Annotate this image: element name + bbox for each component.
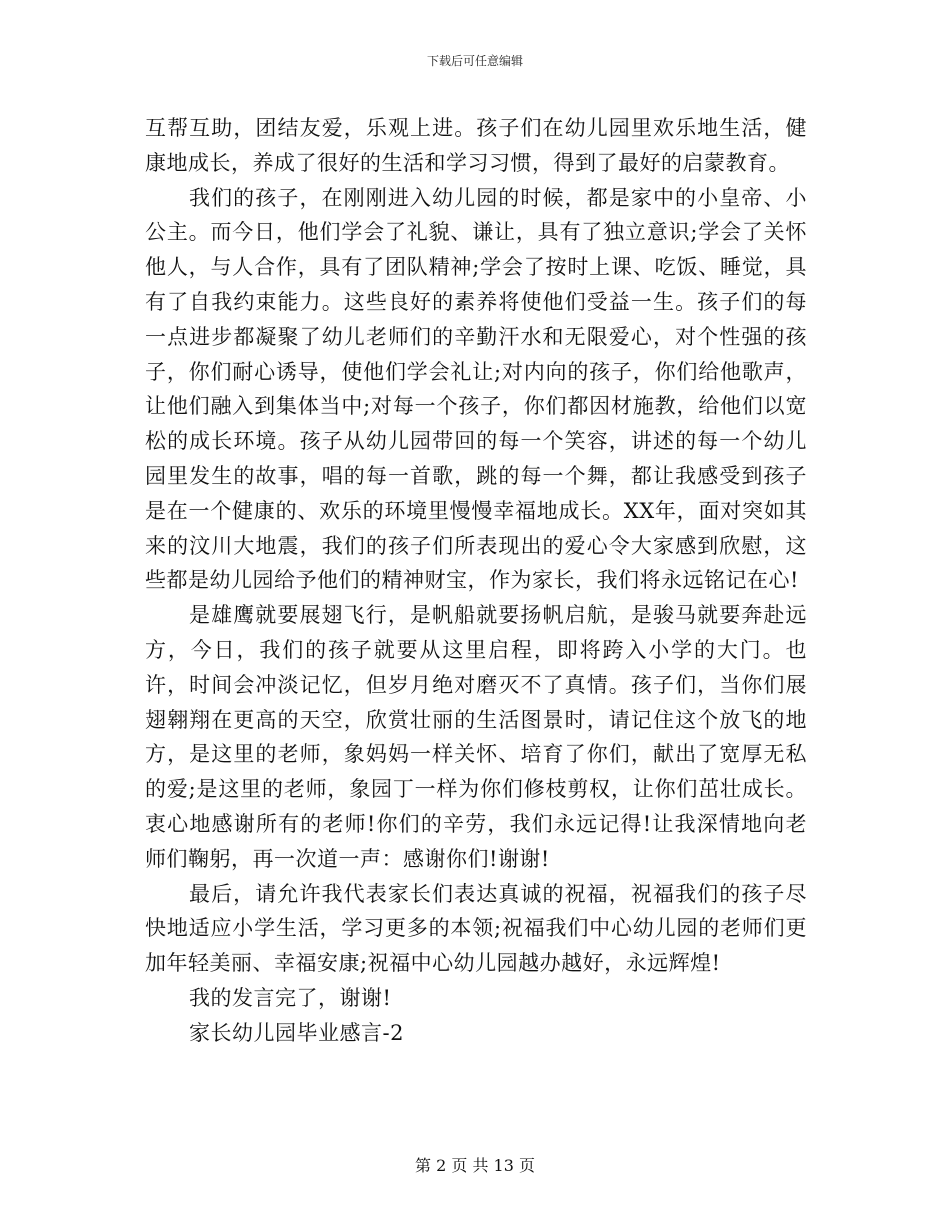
paragraph: 我们的孩子，在刚刚进入幼儿园的时候，都是家中的小皇帝、小公主。而今日，他们学会了礼貌、谦让，具有了独立意识;学会了关怀他人，与人合作，具有了团队精神;学会了按时上课、吃饭、睡觉，具有了自我约束能力。这些良好的素养将使他们受益一生。孩子们的每一点进步都凝聚了幼儿老师们的辛勤汗水和无限爱心，对个性强的孩子，你们耐心诱导，使他们学会礼让;对内向的孩子，你们给他歌声，让他们融入到集体当中;对每一个孩子，你们都因材施教，给他们以宽松的成长环境。孩子从幼儿园带回的每一个笑容，讲述的每一个幼儿园里发生的故事，唱的每一首歌，跳的每一个舞，都让我感受到孩子是在一个健康的、欢乐的环境里慢慢幸福地成长。XX年，面对突如其来的汶川大地震，我们的孩子们所表现出的爱心令大家感到欣慰，这些都是幼儿园给予他们的精神财宝，作为家长，我们将永远铭记在心!: [145, 185, 807, 593]
document-body: [145, 111, 807, 1051]
page-number-footer: 第 2 页 共 13 页: [415, 1156, 535, 1175]
paragraph: 互帮互助，团结友爱，乐观上进。孩子们在幼儿园里欢乐地生活，健康地成长，养成了很好的生活和学习习惯，得到了最好的启蒙教育。: [145, 116, 807, 175]
paragraph: 是雄鹰就要展翅飞行，是帆船就要扬帆启航，是骏马就要奔赴远方，今日，我们的孩子就要从这里启程，即将跨入小学的大门。也许，时间会冲淡记忆，但岁月绝对磨灭不了真情。孩子们，当你们展翅翱翔在更高的天空，欣赏壮丽的生活图景时，请记住这个放飞的地方，是这里的老师，象妈妈一样关怀、培育了你们，献出了宽厚无私的爱;是这里的老师，象园丁一样为你们修枝剪权，让你们茁壮成长。衷心地感谢所有的老师!你们的辛劳，我们永远记得!让我深情地向老师们鞠躬，再一次道一声：感谢你们!谢谢!: [145, 603, 807, 871]
page-header: 下载后可任意编辑: [426, 54, 523, 68]
section-title: 家长幼儿园毕业感言-2: [189, 1020, 404, 1045]
paragraph: 最后，请允许我代表家长们表达真诚的祝福，祝福我们的孩子尽快地适应小学生活，学习更多的本领;祝福我们中心幼儿园的老师们更加年轻美丽、幸福安康;祝福中心幼儿园越办越好，永远辉煌!: [145, 881, 807, 976]
paragraph: 我的发言完了，谢谢!: [189, 985, 392, 1010]
